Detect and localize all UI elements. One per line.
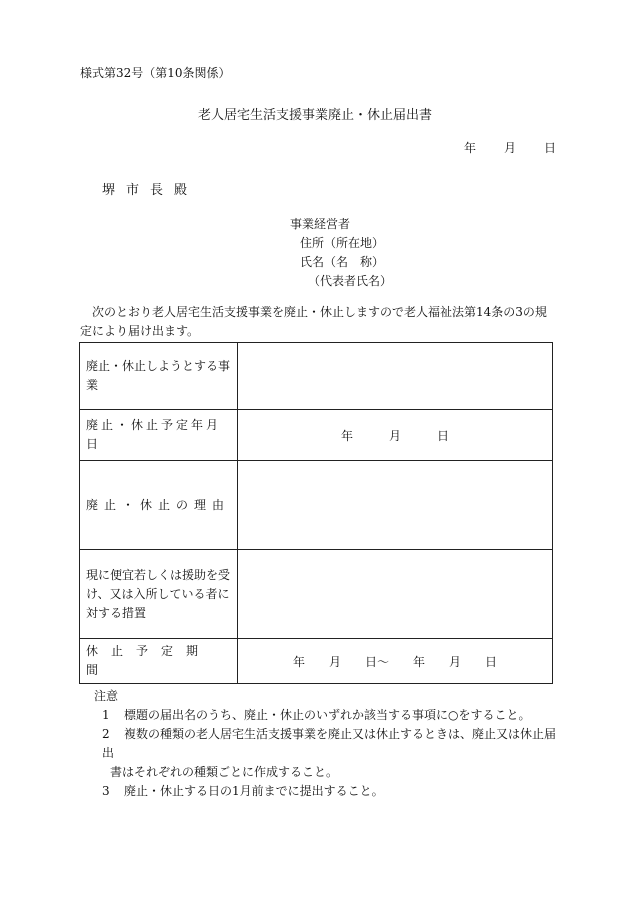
addressee: 堺市長殿: [102, 183, 199, 198]
note-text: 標題の届出名のうち、廃止・休止のいずれか該当する事項に○をすること。: [124, 708, 531, 722]
note-continuation: 書はそれぞれの種類ごとに作成すること。: [110, 765, 339, 779]
note-text: 複数の種類の老人居宅生活支援事業を廃止又は休止するときは、廃止又は休止届出: [102, 727, 557, 760]
document-title: 老人居宅生活支援事業廃止・休止届出書: [197, 108, 432, 123]
applicant-address: 住所（所在地）: [300, 236, 385, 250]
row-label-reason: 廃止・休止の理由: [80, 461, 238, 550]
note-item: [90, 706, 560, 725]
note-number: 3: [102, 784, 110, 798]
table-row: [80, 343, 553, 410]
row-value-planned-date: 年 月 日: [238, 410, 553, 461]
notes-heading: 注意: [94, 689, 119, 703]
applicant-name: 氏名（名 称）: [300, 255, 385, 269]
form-table: [79, 342, 553, 684]
row-value-business: [238, 343, 553, 410]
row-value-suspension-period: 年 月 日～ 年 月 日: [238, 639, 553, 684]
note-number: 2: [102, 727, 110, 741]
date-month: 月: [504, 141, 517, 155]
row-label-business: 廃止・休止しようとする事業: [80, 343, 238, 410]
note-number: 1: [102, 708, 110, 722]
note-item: [90, 782, 560, 801]
row-value-reason: [238, 461, 553, 550]
table-row: [80, 639, 553, 684]
form-number: 様式第32号（第10条関係）: [80, 66, 231, 80]
note-item: [90, 725, 560, 763]
date-day: 日: [544, 141, 557, 155]
table-row: [80, 461, 553, 550]
table-row: [80, 550, 553, 639]
row-label-planned-date: 廃止・休止予定年月日: [80, 410, 238, 461]
submission-date: [464, 139, 556, 156]
date-year: 年: [464, 141, 477, 155]
notes-list: [90, 706, 560, 801]
applicant-heading: 事業経営者: [290, 217, 351, 231]
row-label-suspension-period: 休止予定期間: [80, 639, 238, 684]
table-row: [80, 410, 553, 461]
intro-text: 次のとおり老人居宅生活支援事業を廃止・休止しますので老人福祉法第14条の3の規定により届け出ます。: [80, 305, 547, 338]
note-text: 廃止・休止する日の1月前までに提出すること。: [124, 784, 384, 798]
applicant-representative: （代表者氏名）: [308, 274, 393, 288]
row-label-measures: 現に便宜若しくは援助を受け、又は入所している者に対する措置: [80, 550, 238, 639]
row-value-measures: [238, 550, 553, 639]
applicant-block: [290, 215, 392, 291]
